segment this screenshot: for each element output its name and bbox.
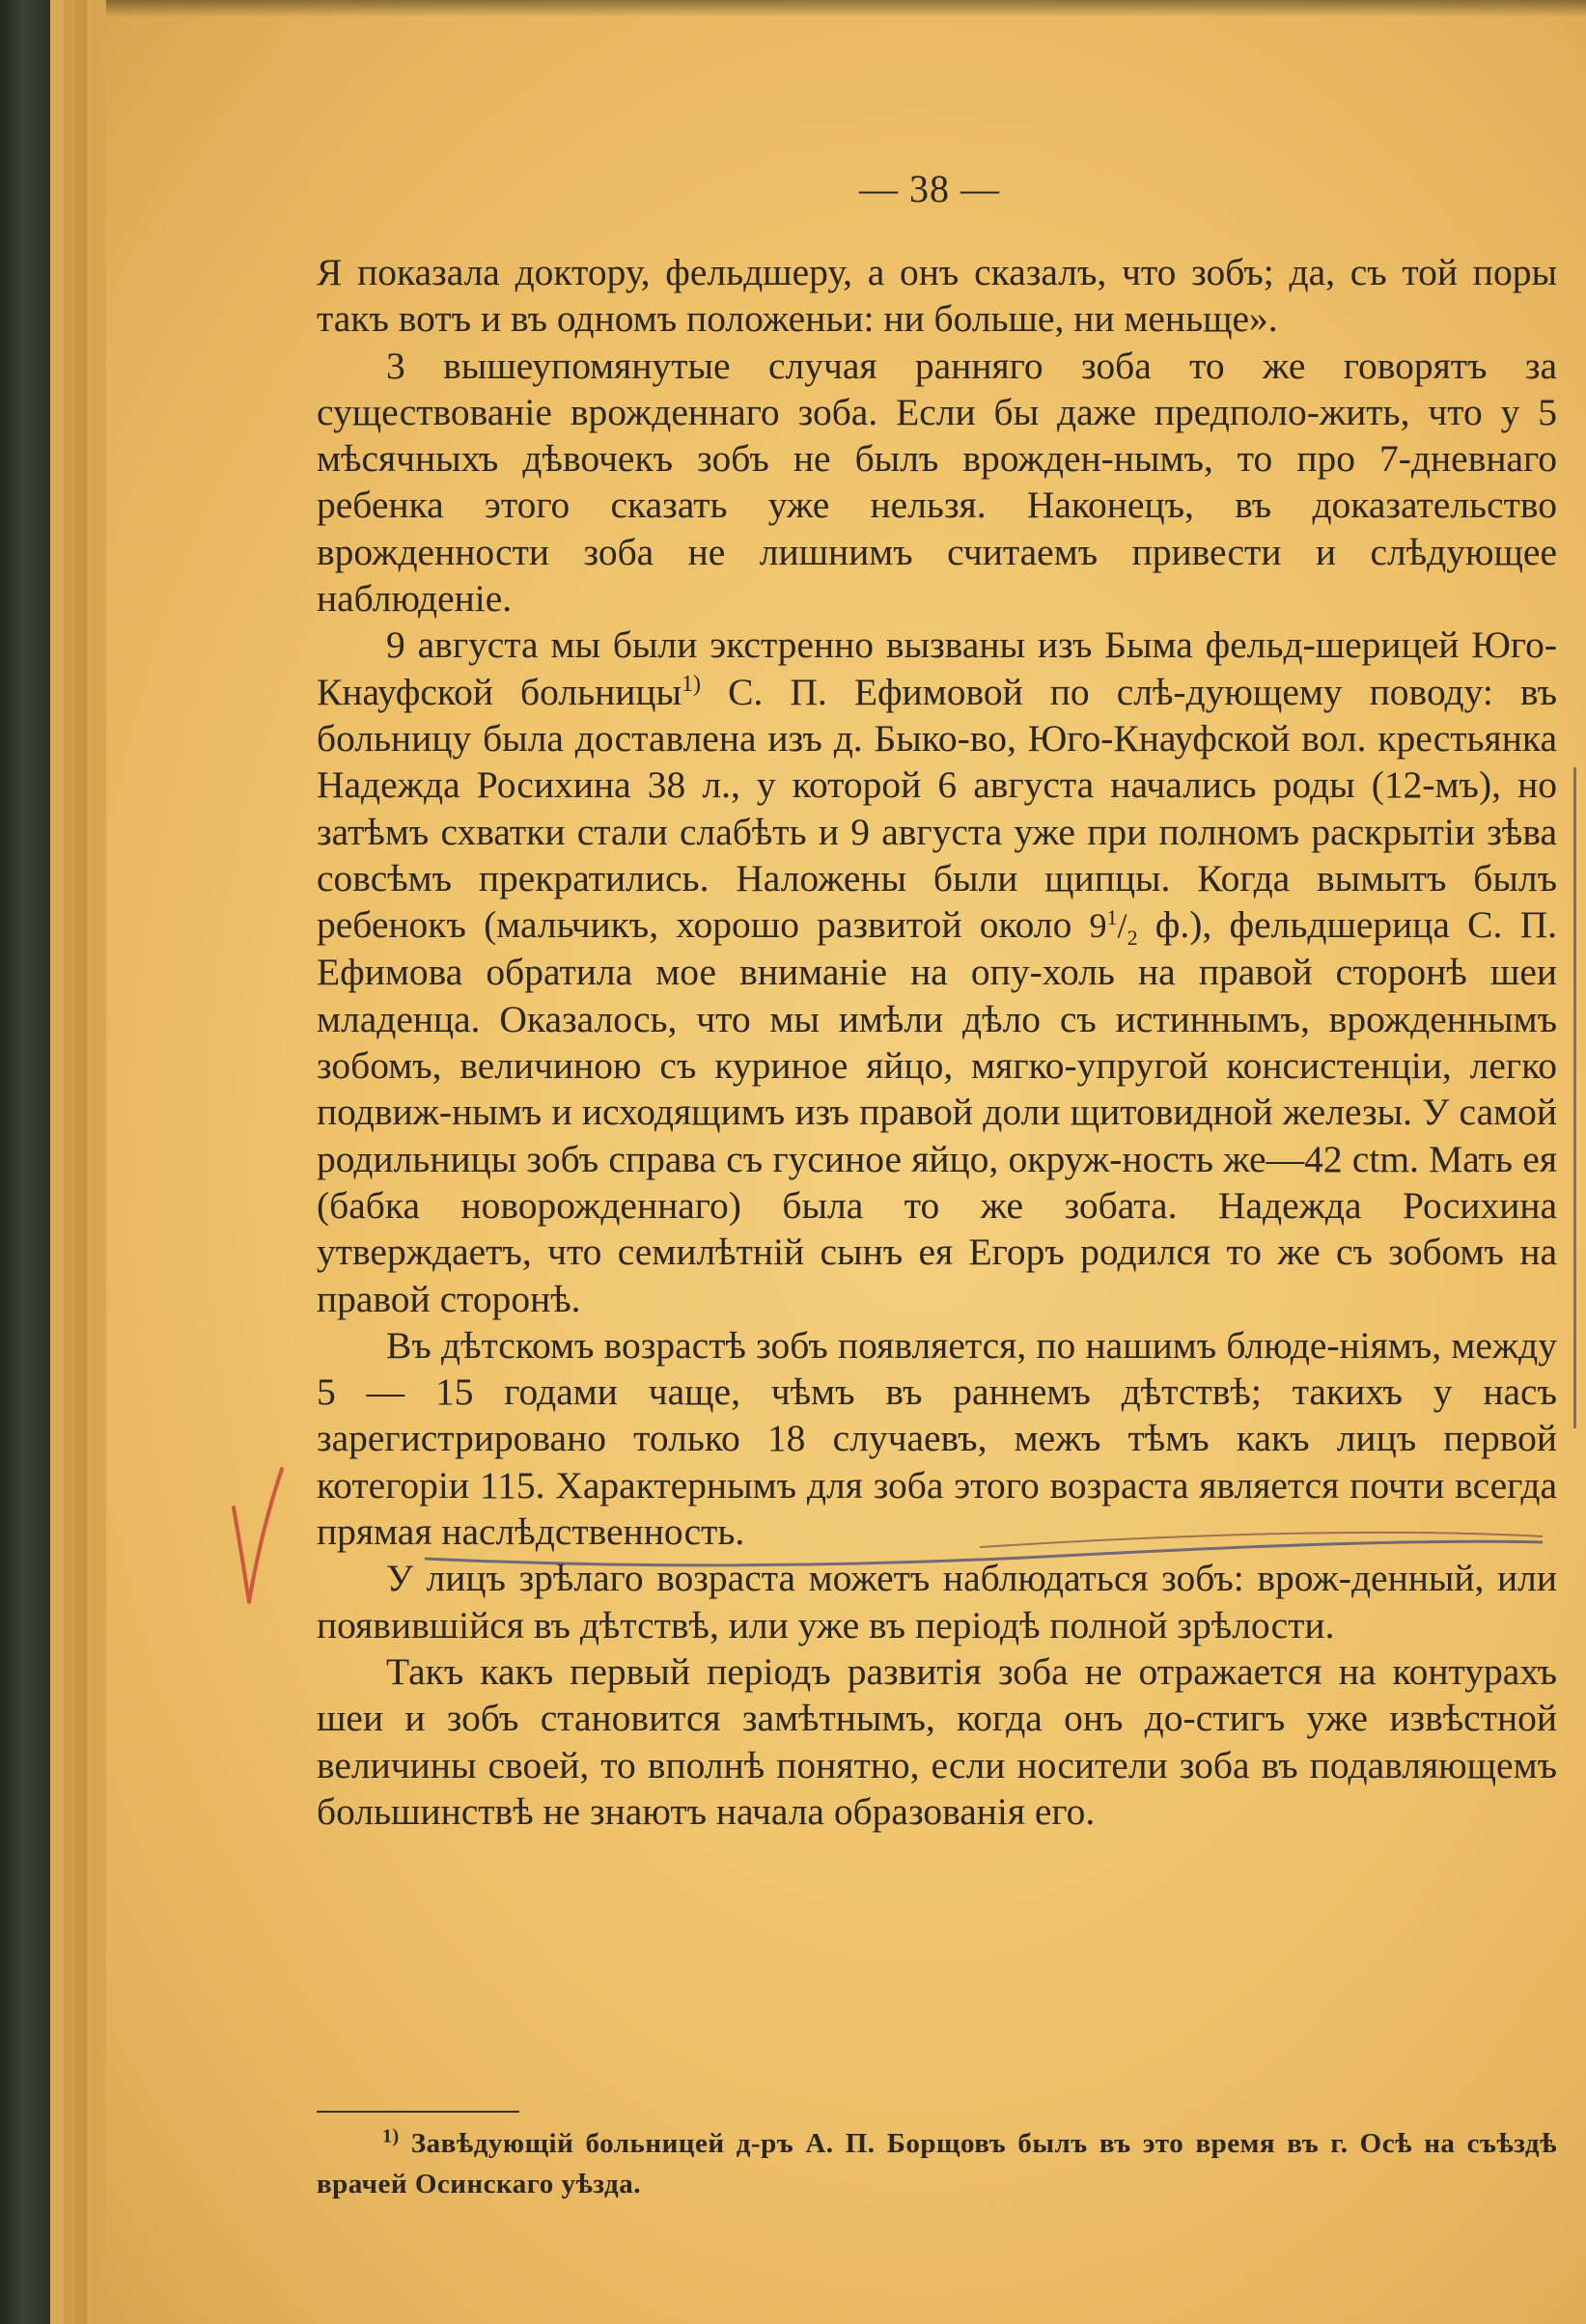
page-edge: [50, 0, 65, 2324]
red-check-mark-icon: [228, 1465, 286, 1610]
page-top-shadow: [106, 0, 1586, 17]
paragraph: 3 вышеупомянутые случая ранняго зоба то же говорятъ за существованіе врожденнаго зоба. Если бы даже предполо-жить, что у 5 мѣсячныхъ дѣвочекъ зобъ не былъ врожден-нымъ, то про 7-дневнаго ребенка этого сказать уже нельзя. Наконецъ, въ доказательство врожденности зоба не лишнимъ считаемъ привести и слѣдующее наблюденіе.: [317, 344, 1557, 621]
footnote-marker: 1): [382, 2125, 400, 2147]
footnote-divider: [317, 2111, 519, 2113]
weight-whole: 9: [1089, 906, 1107, 946]
footnote-text: Завѣдующій больницей д-ръ А. П. Борщовъ былъ въ это время въ г. Осѣ на съѣздѣ врачей Осинскаго уѣзда.: [317, 2128, 1557, 2200]
paragraph: У лицъ зрѣлаго возраста можетъ наблюдаться зобъ: врож-денный, или появившійся въ дѣтствѣ, или уже въ періодѣ полной зрѣлости.: [317, 1557, 1557, 1646]
weight-fraction: $9^1/_2$: [1089, 905, 1138, 951]
paragraph: Я показала доктору, фельдшеру, а онъ сказалъ, что зобъ; да, съ той поры такъ вотъ и въ одномъ положеньи: ни больше, ни меньще».: [317, 251, 1557, 341]
paragraph: Въ дѣтскомъ возрастѣ зобъ появляется, по нашимъ блюде-ніямъ, между 5 — 15 годами чаще, чѣмъ въ раннемъ дѣтствѣ; такихъ у насъ зарегистрировано только 18 случаевъ, межъ тѣмъ какъ лицъ первой котегоріи 115. Характернымъ для зоба этого возраста является почти всегда прямая наслѣдственность.: [317, 1323, 1557, 1554]
observation-text: С. П. Ефимовой по слѣ-дующему поводу: въ больницу была доставлена изъ д. Быко-во, Юго-Кнауфской вол. крестьянка Надежда Росихина 38 л., у которой 6 августа начались роды (12-мъ), но затѣмъ схватки стали слабѣть и 9 августа уже при полномъ раскрытіи зѣва совсѣмъ прекратились. Наложены были щипцы. Когда вымытъ былъ ребенокъ (мальчикъ, хорошо развитой около: [317, 670, 1557, 947]
footnote: [317, 2123, 1557, 2204]
footnote-reference: 1): [682, 671, 702, 697]
paragraph-observation: [317, 622, 1557, 1321]
book-binding: [0, 0, 50, 2324]
body-text: [317, 249, 1557, 1835]
page-number: — 38 —: [859, 167, 1000, 210]
page-edge: [87, 0, 107, 2324]
paragraph: Такъ какъ первый періодъ развитія зоба не отражается на контурахъ шеи и зобъ становится замѣтнымъ, когда онъ до-стигъ уже извѣстной величины своей, то вполнѣ понятно, если носители зоба въ подавляющемъ большинствѣ не знаютъ начала образованія его.: [317, 1649, 1557, 1833]
observation-text: ф.), фельдшерица С. П. Ефимова обратила мое вниманіе на опу-холь на правой сторонѣ шеи младенца. Оказалось, что мы имѣли дѣло съ истиннымъ, врожденнымъ зобомъ, величиною съ куриное яйцо, мягко-упругой консистенціи, легко подвиж-нымъ и исходящимъ изъ правой доли щитовидной железы. У самой родильницы зобъ справа съ гусиное яйцо, окруж-ность же—42 ctm. Мать ея (бабка новорожденнаго) была то же зобата. Надежда Росихина утверждаетъ, что семилѣтній сынъ ея Егоръ родился то же съ зобомъ на правой сторонѣ.: [317, 903, 1557, 1320]
observation-text: 9 августа мы были экстренно вызваны изъ Быма фельд-шерицей Юго-Кнауфской больницы: [317, 623, 1557, 713]
weight-numerator: 1: [1106, 905, 1118, 930]
margin-pencil-line: [1573, 767, 1576, 1428]
weight-denominator: 2: [1127, 926, 1138, 951]
